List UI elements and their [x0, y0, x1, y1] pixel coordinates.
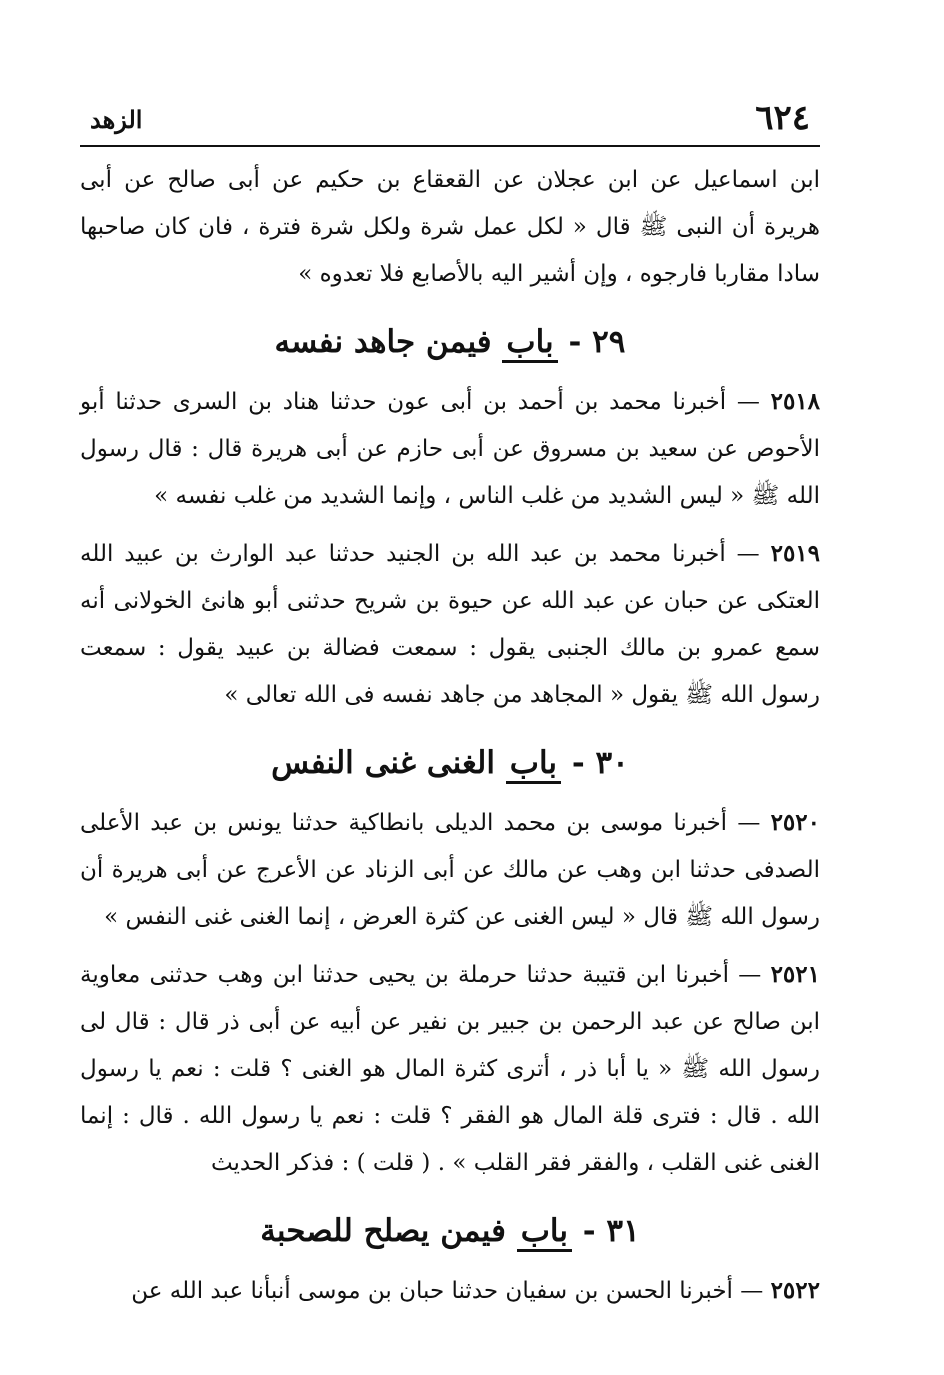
hadith-paragraph [80, 378, 820, 520]
page-number: ٦٢٤ [755, 98, 810, 138]
hadith-number: ٢٥٢١ [770, 961, 820, 988]
chapter-word: باب [506, 745, 561, 784]
hadith-number: ٢٥٢٠ [770, 809, 820, 836]
hadith-paragraph [80, 530, 820, 719]
chapter-word: باب [517, 1213, 572, 1252]
hadith-number: ٢٥١٩ [770, 540, 821, 567]
chapter-heading-30 [80, 741, 820, 785]
chapter-number: ٢٩ - [568, 324, 626, 360]
hadith-paragraph [80, 951, 820, 1187]
chapter-title: فيمن يصلح للصحبة [260, 1213, 506, 1249]
hadith-paragraph [80, 799, 820, 941]
hadith-number: ٢٥٢٢ [770, 1277, 820, 1304]
hadith-text: — أخبرنا محمد بن أحمد بن أبى عون حدثنا هناد بن السرى حدثنا أبو الأحوص عن سعيد بن مسروق عن أبى حازم عن أبى هريرة قال : قال رسول الله ﷺ « ليس الشديد من غلب الناس ، وإنما الشديد من غلب نفسه » [80, 389, 820, 509]
chapter-heading-29 [80, 320, 820, 364]
hadith-paragraph [80, 1267, 820, 1315]
chapter-title: الغنى غنى النفس [271, 745, 495, 781]
hadith-text: — أخبرنا الحسن بن سفيان حدثنا حبان بن موسى أنبأنا عبد الله عن [131, 1278, 764, 1304]
hadith-text: — أخبرنا محمد بن عبد الله بن الجنيد حدثنا عبد الوارث بن عبيد الله العتكى عن حبان عن عبد الله عن حيوة بن شريح حدثنى أبو هانئ الخولانى أنه سمع عمرو بن مالك الجنبى يقول : سمعت فضالة بن عبيد يقول : سمعت رسول الله ﷺ يقول « المجاهد من جاهد نفسه فى الله تعالى » [80, 541, 820, 708]
chapter-number: ٣٠ - [571, 745, 629, 781]
chapter-number: ٣١ - [582, 1213, 640, 1249]
document-page [80, 95, 820, 1325]
chapter-heading-31 [80, 1209, 820, 1253]
continuation-paragraph: ابن اسماعيل عن ابن عجلان عن القعقاع بن حكيم عن أبى صالح عن أبى هريرة أن النبى ﷺ قال « لكل عمل شرة ولكل شرة فترة ، فان كان صاحبها سادا مقاربا فارجوه ، وإن أشير اليه بالأصابع فلا تعدوه » [80, 167, 820, 287]
hadith-text: — أخبرنا موسى بن محمد الديلى بانطاكية حدثنا يونس بن عبد الأعلى الصدفى حدثنا ابن وهب عن مالك عن أبى الزناد عن الأعرج عن أبى هريرة أن رسول الله ﷺ قال « ليس الغنى عن كثرة العرض ، إنما الغنى غنى النفس » [80, 810, 820, 930]
chapter-word: باب [502, 324, 557, 363]
hadith-text: — أخبرنا ابن قتيبة حدثنا حرملة بن يحيى حدثنا ابن وهب حدثنى معاوية ابن صالح عن عبد الرحمن بن جبير بن نفير عن أبيه عن أبى ذر قال : قال لى رسول الله ﷺ « يا أبا ذر ، أترى كثرة المال هو الغنى ؟ قلت : نعم يا رسول الله . قال : فترى قلة المال هو الفقر ؟ قلت : نعم يا رسول الله . قال : إنما الغنى غنى القلب ، والفقر فقر القلب » . ( قلت ) : فذكر الحديث [80, 962, 820, 1176]
chapter-title: فيمن جاهد نفسه [274, 324, 492, 360]
section-title: الزهد [90, 105, 143, 134]
running-header [80, 95, 820, 147]
hadith-number: ٢٥١٨ [770, 388, 821, 415]
